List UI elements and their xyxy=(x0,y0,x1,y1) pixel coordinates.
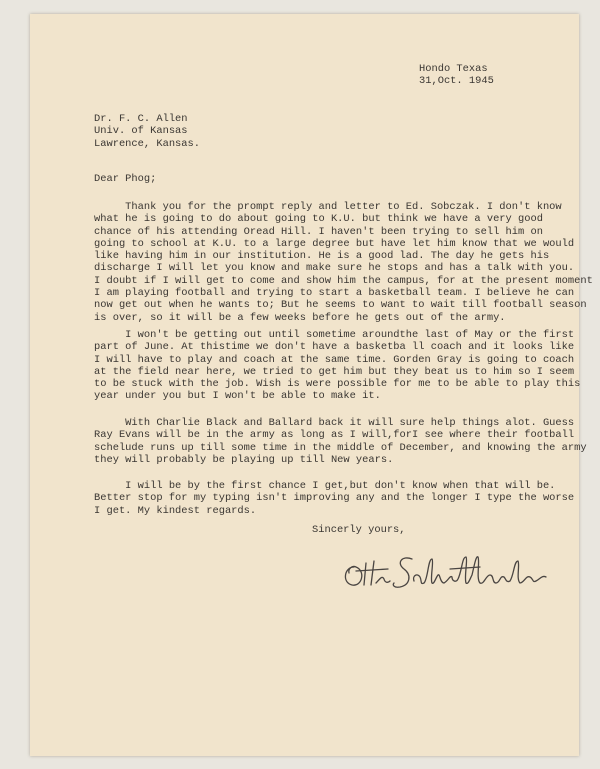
handwritten-signature xyxy=(340,545,550,595)
body-paragraph-1: Thank you for the prompt reply and letter to Ed. Sobczak. I don't know what he is going to do about going to K.U. but think we have a very good chance of his attending Oread Hill. I haven't been trying to sell him on going to school at K.U. to a large degree but have let him know that we would like having him in our institution. He is a good lad. The day he gets his discharge I will let you know and make sure he stops and has a talk with you. I doubt if I will get to come and show him the campus, for at the present moment I am playing football and trying to start a basketball team. I believe he can now get out when he wants to; But he seems to want to wait till football season is over, so it will be a few weeks before he gets out of the army. xyxy=(94,201,593,324)
letter-page xyxy=(30,14,593,756)
recipient-city: Lawrence, Kansas. xyxy=(94,137,201,150)
date-line: 31,Oct. 1945 xyxy=(419,75,494,88)
place-line: Hondo Texas xyxy=(419,63,488,75)
body-paragraph-3: With Charlie Black and Ballard back it will sure help things alot. Guess Ray Evans will be in the army as long as I will,forI see where their football schelude runs up till some time in the middle of December, and knowing the army they will probably be playing up till New years. xyxy=(94,417,587,466)
recipient-institution: Univ. of Kansas xyxy=(94,125,188,138)
salutation: Dear Phog; xyxy=(94,173,157,185)
body-paragraph-4: I will be by the first chance I get,but don't know when that will be. Better stop for my typing isn't improving any and the longer I type the worse I get. My kindest regards. xyxy=(94,480,575,517)
letter-heading xyxy=(419,63,494,88)
closing-line: Sincerly yours, xyxy=(312,524,406,536)
recipient-address xyxy=(94,113,200,150)
recipient-name: Dr. F. C. Allen xyxy=(94,113,188,125)
body-paragraph-2: I won't be getting out until sometime aroundthe last of May or the first part of June. At thistime we don't have a basketba ll coach and it looks like I will have to play and coach at the same time. Gorden Gray is going to coach at the field near here, we tried to get him but they beat us to him so I seem to be stuck with the job. Wish is were possible for me to be able to play this year under you but I won't be able to make it. xyxy=(94,329,581,403)
